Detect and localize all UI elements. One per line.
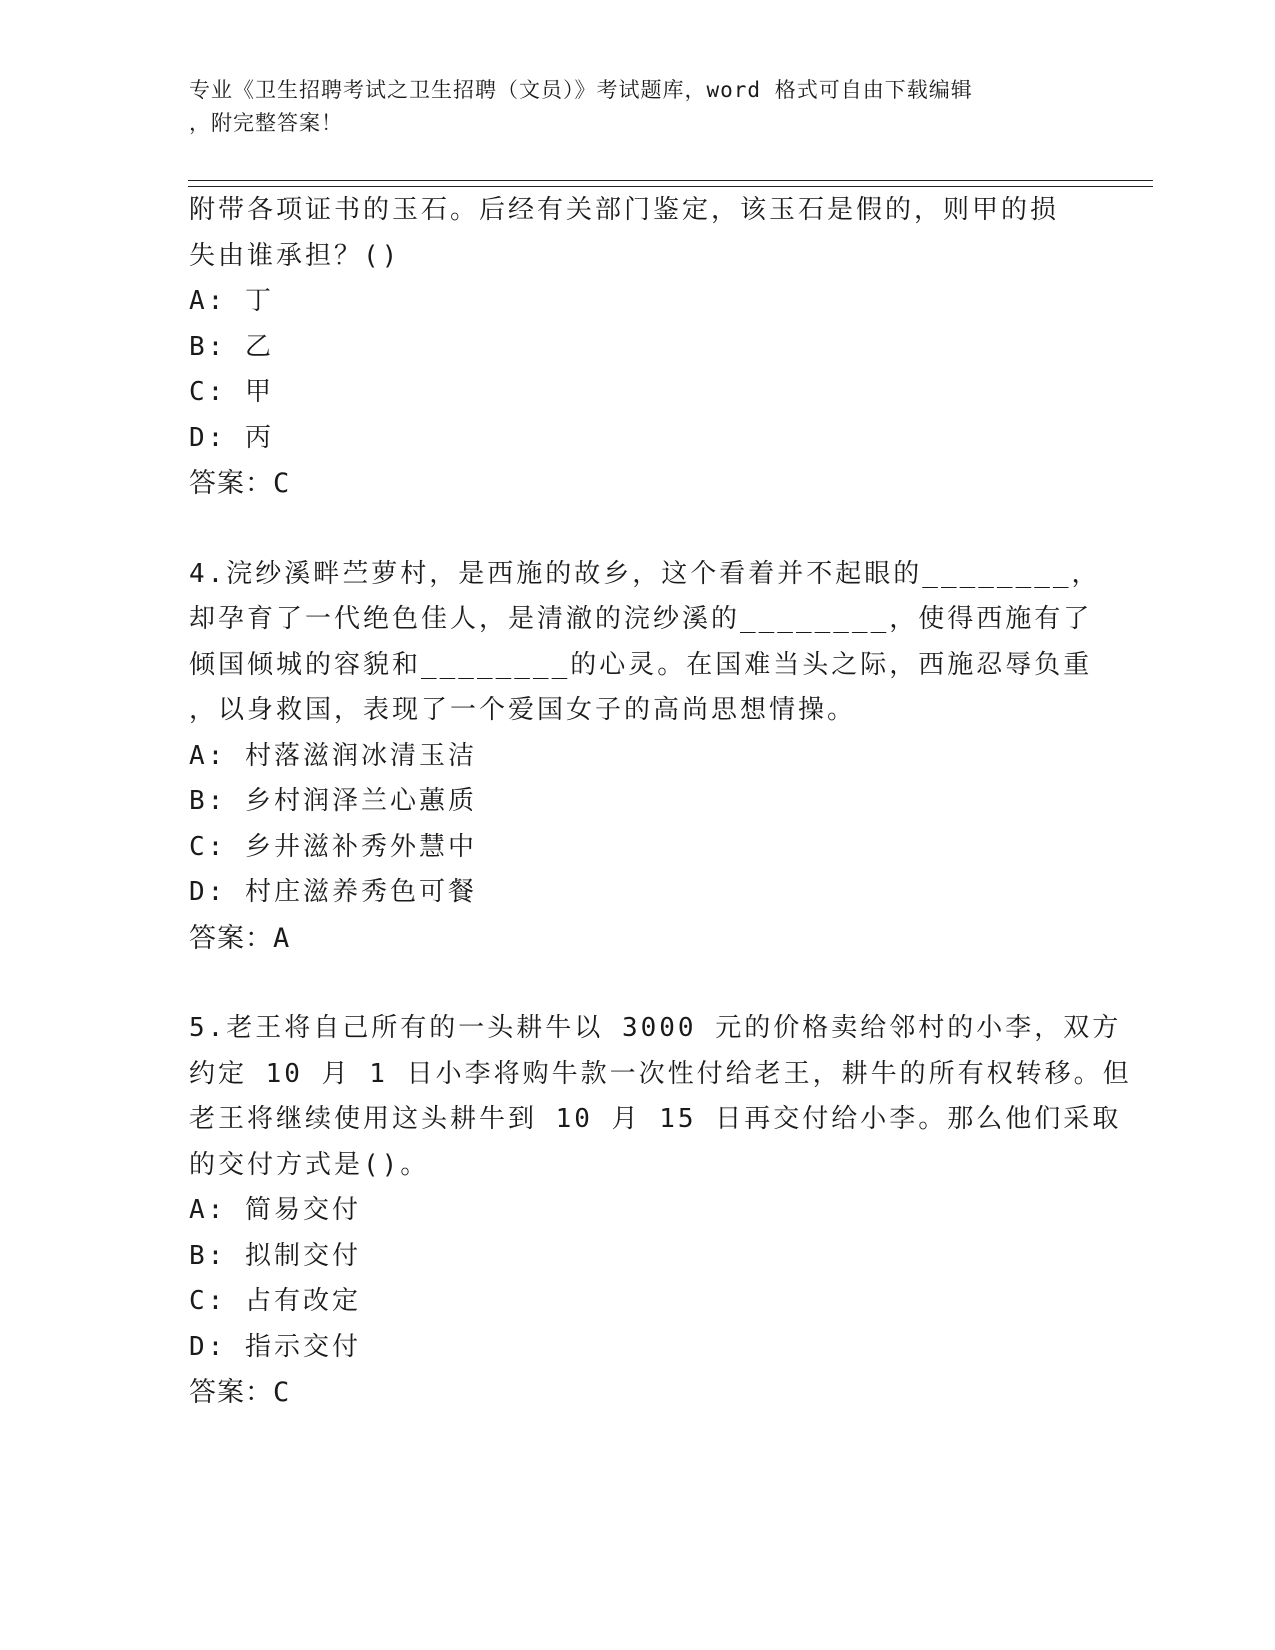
option-d: D: 丙	[189, 422, 274, 453]
answer: 答案：C	[189, 1377, 291, 1408]
question-line: 4.浣纱溪畔苎萝村，是西施的故乡，这个看着并不起眼的________，	[189, 558, 1101, 589]
question-line: 老王将继续使用这头耕牛到 10 月 15 日再交付给小李。那么他们采取	[189, 1104, 1122, 1134]
option-b: B: 拟制交付	[189, 1240, 361, 1271]
option-a: A: 村落滋润冰清玉洁	[189, 740, 477, 771]
option-b: B: 乙	[189, 331, 274, 362]
option-d: D: 村庄滋养秀色可餐	[189, 877, 477, 907]
question-line: 失由谁承担？()	[189, 240, 401, 271]
option-c: C: 占有改定	[189, 1286, 361, 1316]
question-5	[189, 1006, 1189, 1416]
option-c: C: 乡井滋补秀外慧中	[189, 831, 477, 862]
question-text	[189, 1006, 1189, 1188]
question-text	[189, 552, 1189, 734]
option-d: D: 指示交付	[189, 1331, 361, 1362]
question-line: 倾国倾城的容貌和________的心灵。在国难当头之际，西施忍辱负重	[189, 649, 1093, 680]
question-3	[189, 188, 1189, 507]
question-line: 的交付方式是()。	[189, 1149, 430, 1180]
option-a: A: 丁	[189, 286, 274, 316]
question-line: 5.老王将自己所有的一头耕牛以 3000 元的价格卖给邻村的小李，双方	[189, 1013, 1122, 1043]
header-line-2: ，附完整答案！	[189, 111, 343, 135]
header-rule-top	[188, 180, 1153, 181]
answer: 答案：C	[189, 468, 291, 499]
question-line: 却孕育了一代绝色佳人，是清澈的浣纱溪的________，使得西施有了	[189, 604, 1093, 634]
answer: 答案：A	[189, 922, 291, 954]
question-4	[189, 552, 1189, 962]
question-line: 约定 10 月 1 日小李将购牛款一次性付给老王，耕牛的所有权转移。但	[189, 1058, 1132, 1089]
option-b: B: 乡村润泽兰心蕙质	[189, 786, 477, 816]
document-body	[189, 188, 1189, 1416]
option-a: A: 简易交付	[189, 1195, 361, 1225]
question-text	[189, 188, 1189, 279]
document-header	[189, 74, 1089, 140]
header-line-1: 专业《卫生招聘考试之卫生招聘（文员）》考试题库，word 格式可自由下载编辑	[189, 78, 973, 102]
header-rule-bottom	[188, 186, 1153, 187]
question-line: 附带各项证书的玉石。后经有关部门鉴定，该玉石是假的，则甲的损	[189, 195, 1060, 225]
option-c: C: 甲	[189, 377, 274, 407]
question-line: ，以身救国，表现了一个爱国女子的高尚思想情操。	[189, 695, 857, 725]
